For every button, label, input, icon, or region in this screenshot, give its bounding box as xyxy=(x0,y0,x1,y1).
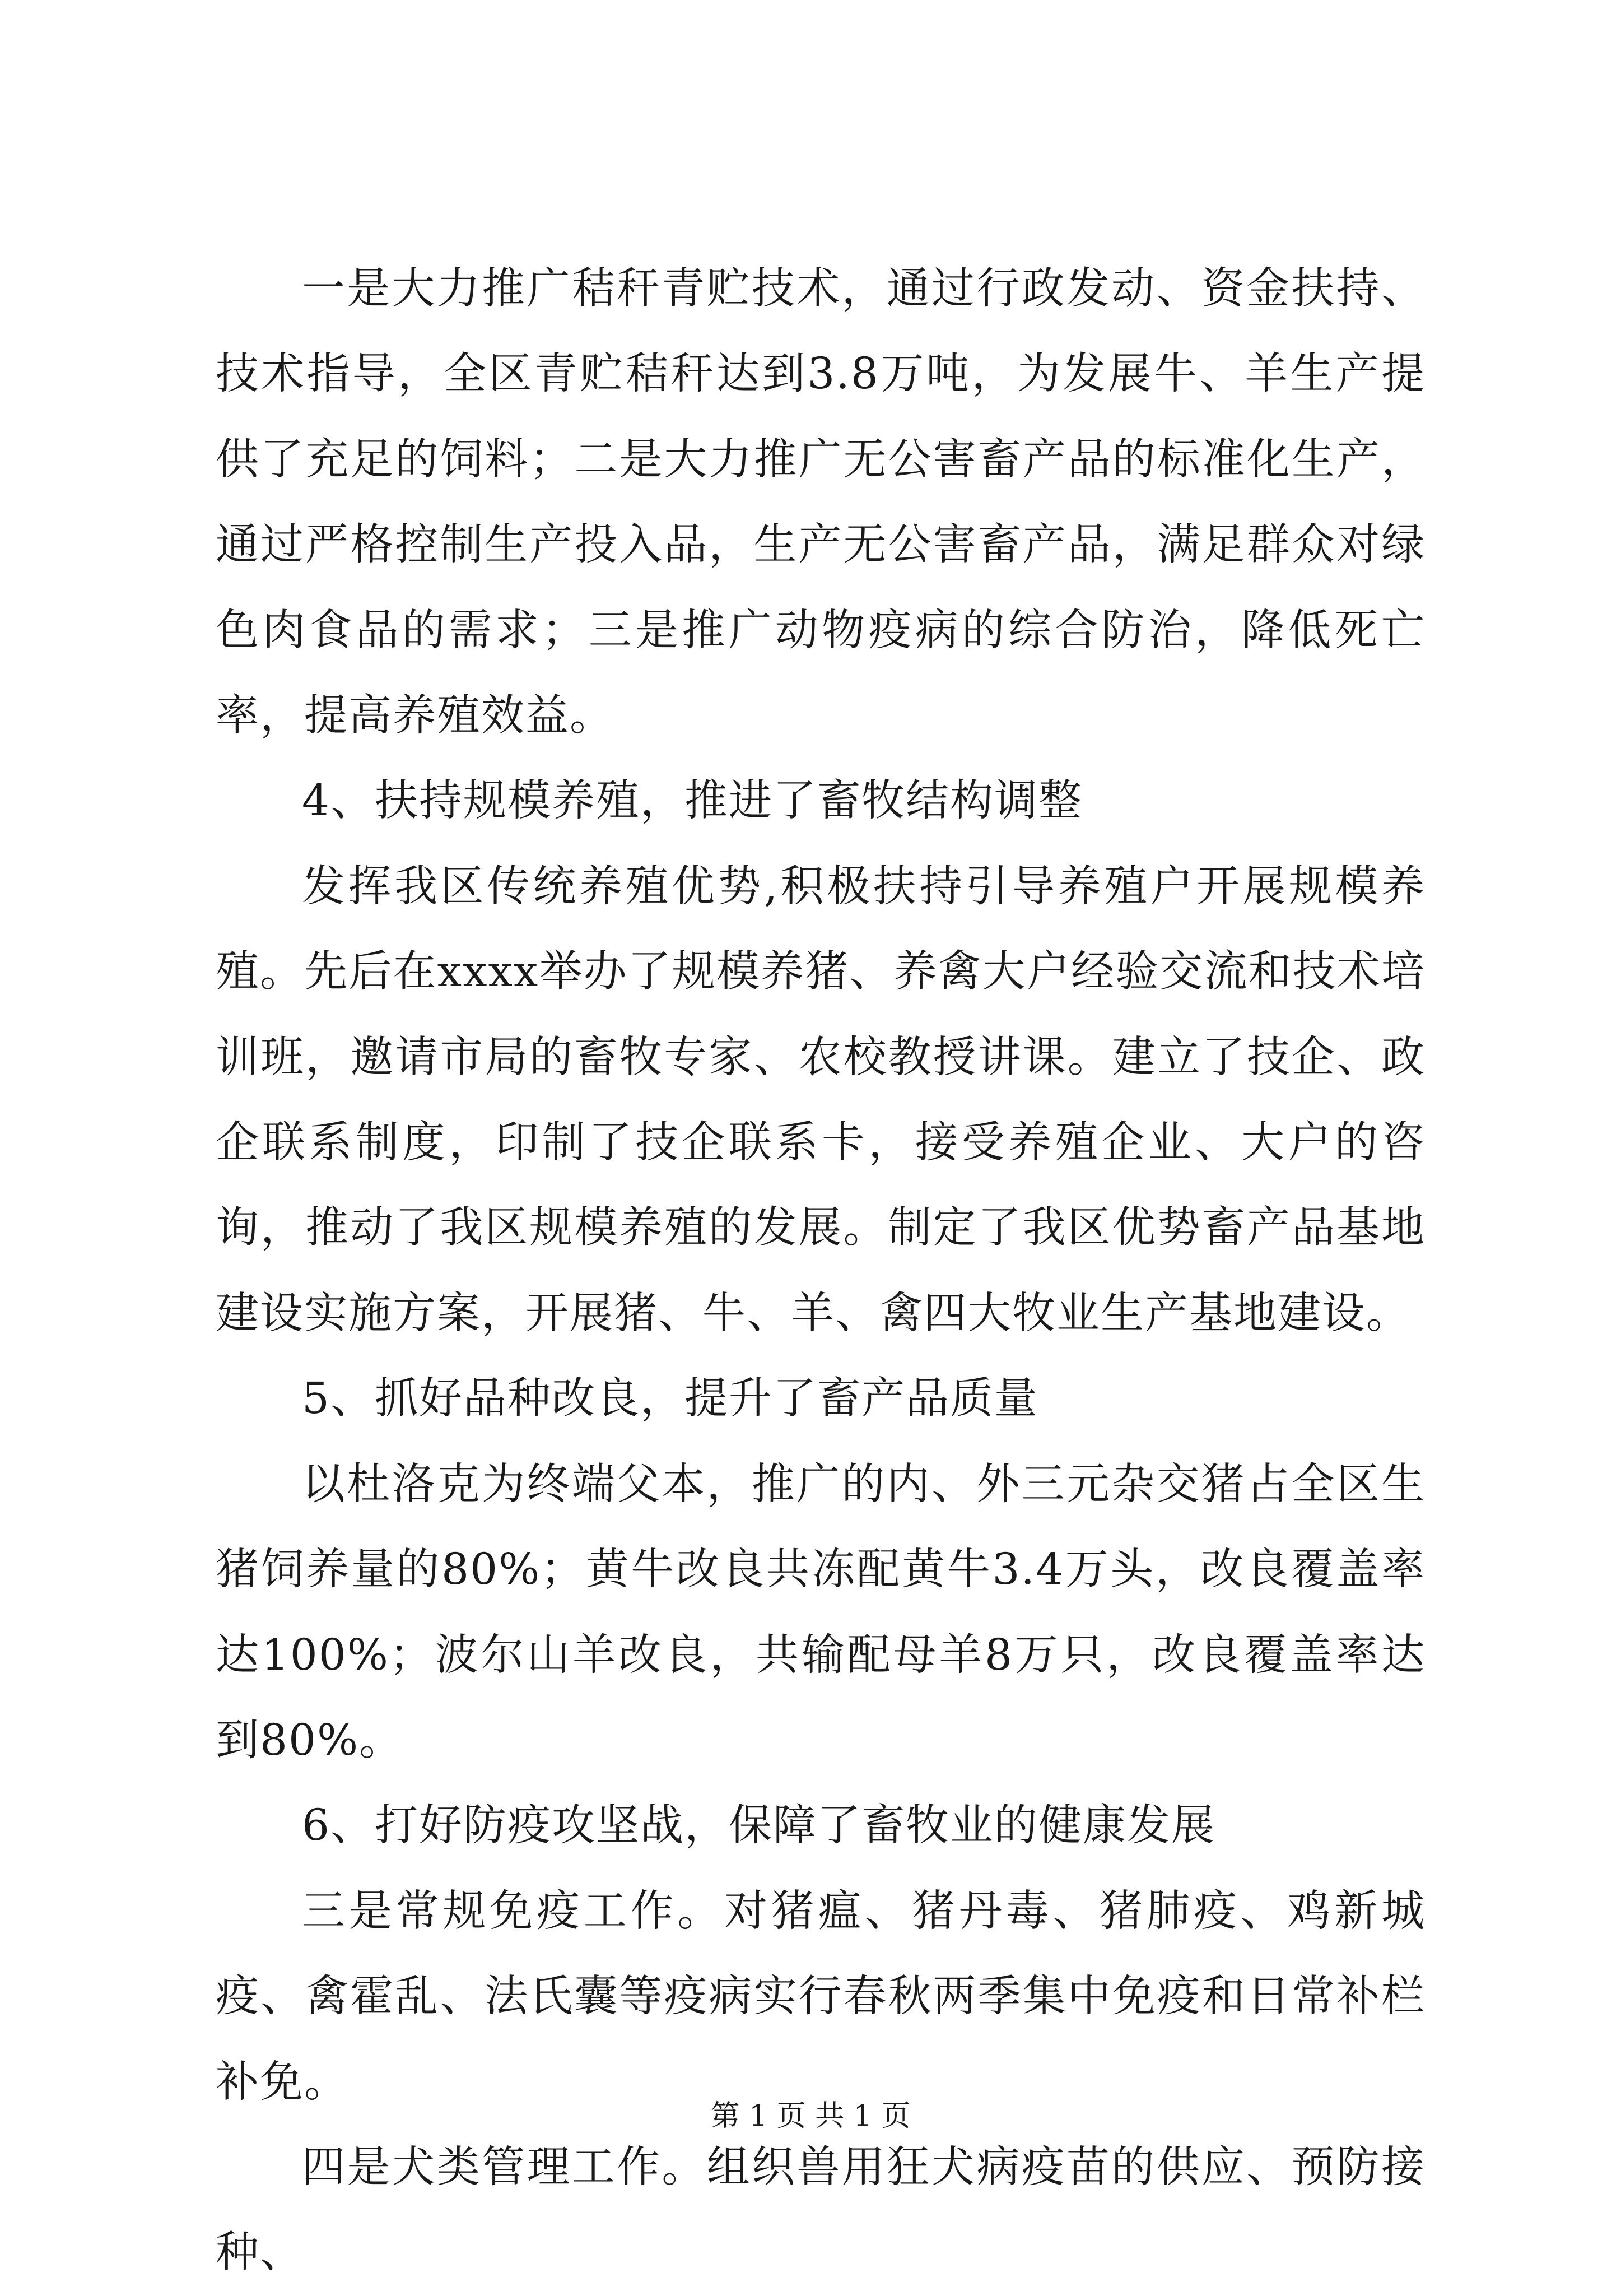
section-heading-4: 4、扶持规模养殖，推进了畜牧结构调整 xyxy=(302,776,1083,826)
paragraph-breed-improvement: 以杜洛克为终端父本，推广的内、外三元杂交猪占全区生猪饲养量的80%；黄牛改良共冻配黄牛3.4万头，改良覆盖率达100%；波尔山羊改良，共输配母羊8万只，改良覆盖率达到80%。 xyxy=(216,1459,1426,1765)
section-heading-6: 6、打好防疫攻坚战，保障了畜牧业的健康发展 xyxy=(302,1801,1215,1851)
paragraph-dog-management: 四是犬类管理工作。组织兽用狂犬病疫苗的供应、预防接种、 xyxy=(216,2142,1426,2278)
paragraph-scale-farming: 发挥我区传统养殖优势,积极扶持引导养殖户开展规模养殖。先后在xxxx举办了规模养猪、养禽大户经验交流和技术培训班，邀请市局的畜牧专家、农校教授讲课。建立了技企、政企联系制度，印制了技企联系卡，接受养殖企业、大户的咨询，推动了我区规模养殖的发展。制定了我区优势畜产品基地建设实施方案，开展猪、牛、羊、禽四大牧业生产基地建设。 xyxy=(216,861,1426,1338)
paragraph-routine-immunization: 三是常规免疫工作。对猪瘟、猪丹毒、猪肺疫、鸡新城疫、禽霍乱、法氏囊等疫病实行春秋两季集中免疫和日常补栏补免。 xyxy=(216,1886,1426,2107)
document-body xyxy=(216,247,1426,2296)
page-number-footer: 第 1 页 共 1 页 xyxy=(710,2099,911,2133)
paragraph-straw-silage: 一是大力推广秸秆青贮技术，通过行政发动、资金扶持、技术指导，全区青贮秸秆达到3.8万吨，为发展牛、羊生产提供了充足的饲料；二是大力推广无公害畜产品的标准化生产，通过严格控制生产投入品，生产无公害畜产品，满足群众对绿色肉食品的需求；三是推广动物疫病的综合防治，降低死亡率，提高养殖效益。 xyxy=(216,264,1426,741)
section-heading-5: 5、抓好品种改良，提升了畜产品质量 xyxy=(302,1374,1038,1424)
